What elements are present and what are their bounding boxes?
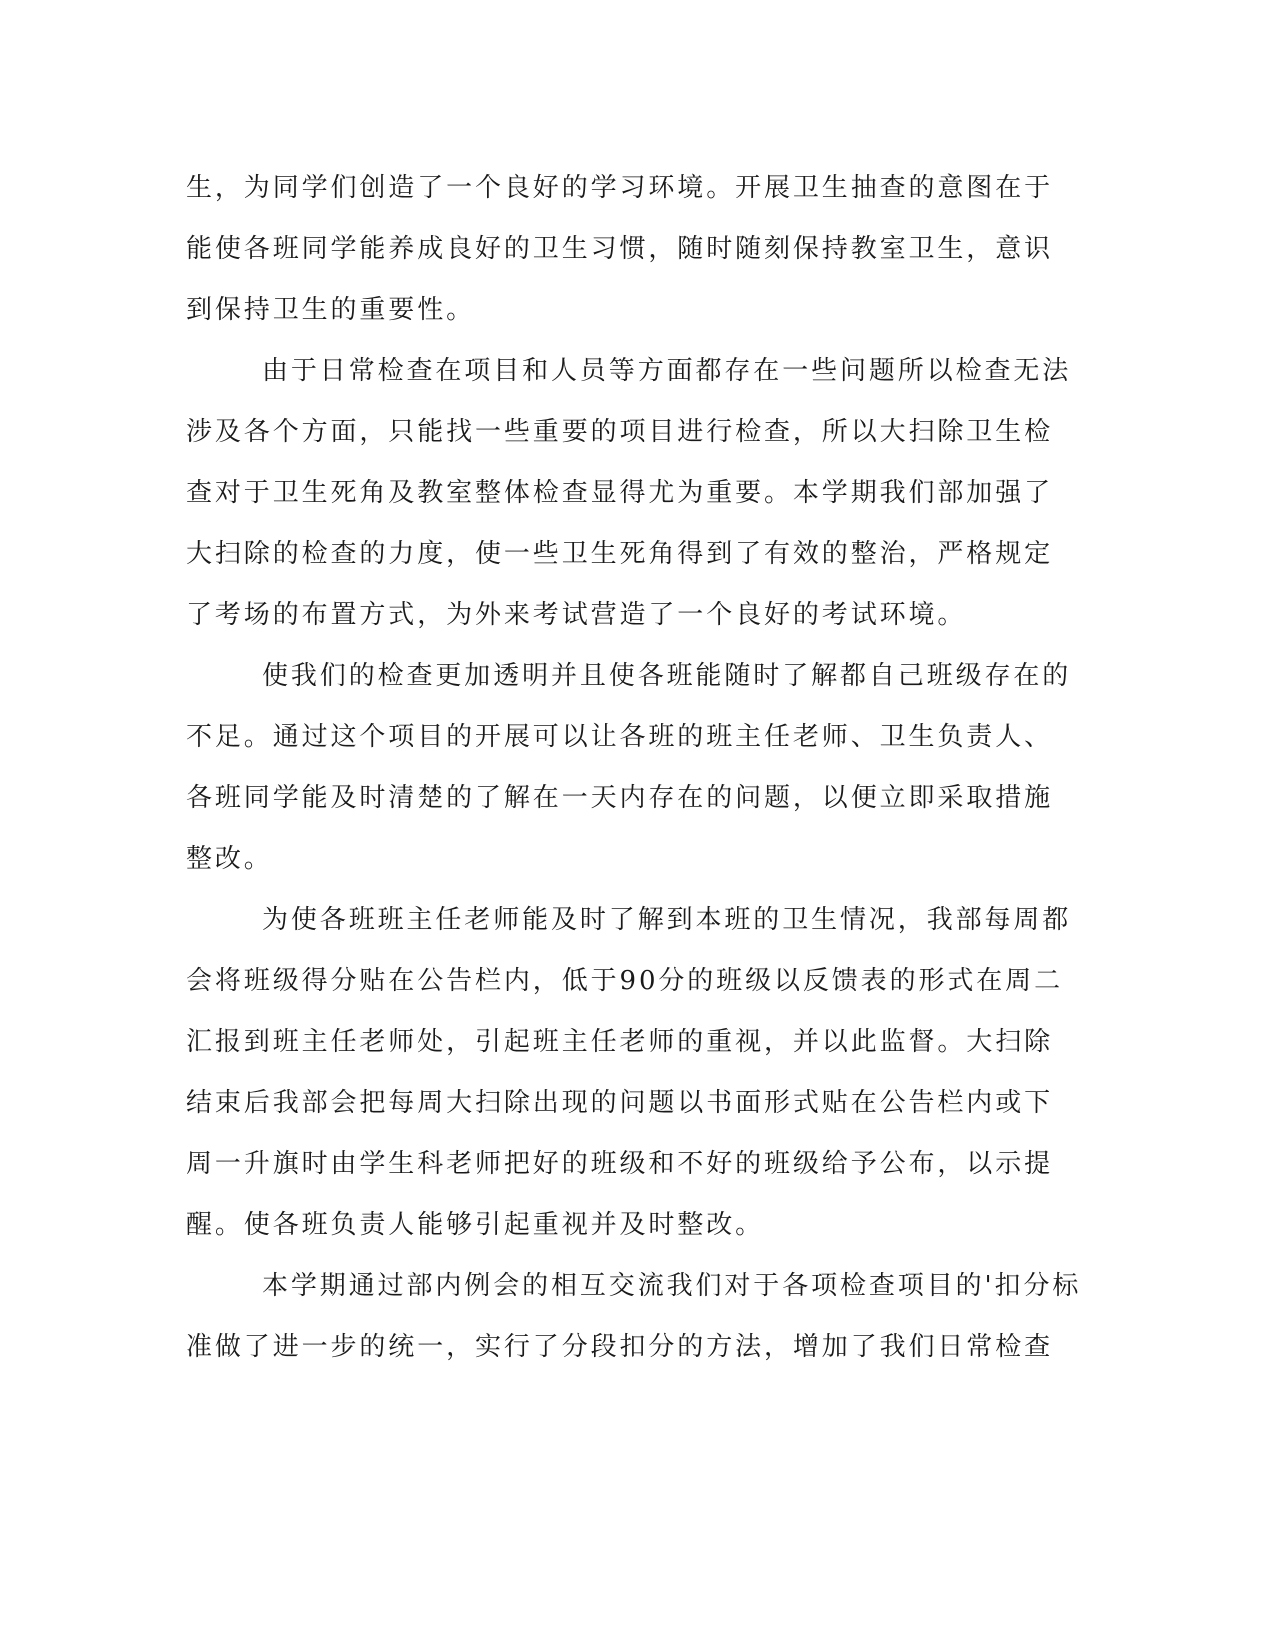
text-line: 大扫除的检查的力度，使一些卫生死角得到了有效的整治，严格规定 (186, 539, 1054, 569)
text-line: 了考场的布置方式，为外来考试营造了一个良好的考试环境。 (186, 600, 967, 630)
text-line: 整改。 (186, 844, 273, 874)
text-line: 涉及各个方面，只能找一些重要的项目进行检查，所以大扫除卫生检 (186, 417, 1054, 447)
paragraph-first-line: 为使各班班主任老师能及时了解到本班的卫生情况，我部每周都 (262, 905, 1072, 935)
paragraph-first-line: 由于日常检查在项目和人员等方面都存在一些问题所以检查无法 (262, 356, 1072, 386)
text-line: 各班同学能及时清楚的了解在一天内存在的问题，以便立即采取措施 (186, 783, 1054, 813)
text-line: 生，为同学们创造了一个良好的学习环境。开展卫生抽查的意图在于 (186, 173, 1054, 203)
text-line: 查对于卫生死角及教室整体检查显得尤为重要。本学期我们部加强了 (186, 478, 1054, 508)
document-body (186, 158, 1082, 1378)
text-line: 醒。使各班负责人能够引起重视并及时整改。 (186, 1210, 765, 1240)
paragraph-first-line: 本学期通过部内例会的相互交流我们对于各项检查项目的'扣分标 (262, 1271, 1082, 1301)
text-line: 能使各班同学能养成良好的卫生习惯，随时随刻保持教室卫生，意识 (186, 234, 1054, 264)
text-line: 结束后我部会把每周大扫除出现的问题以书面形式贴在公告栏内或下 (186, 1088, 1054, 1118)
text-line: 不足。通过这个项目的开展可以让各班的班主任老师、卫生负责人、 (186, 722, 1054, 752)
text-line: 准做了进一步的统一，实行了分段扣分的方法，增加了我们日常检查 (186, 1332, 1054, 1362)
text-line: 周一升旗时由学生科老师把好的班级和不好的班级给予公布，以示提 (186, 1149, 1054, 1179)
text-line: 汇报到班主任老师处，引起班主任老师的重视，并以此监督。大扫除 (186, 1027, 1054, 1057)
text-line: 会将班级得分贴在公告栏内，低于90分的班级以反馈表的形式在周二 (186, 966, 1063, 996)
text-line: 到保持卫生的重要性。 (186, 295, 476, 325)
paragraph-first-line: 使我们的检查更加透明并且使各班能随时了解都自己班级存在的 (262, 661, 1072, 691)
